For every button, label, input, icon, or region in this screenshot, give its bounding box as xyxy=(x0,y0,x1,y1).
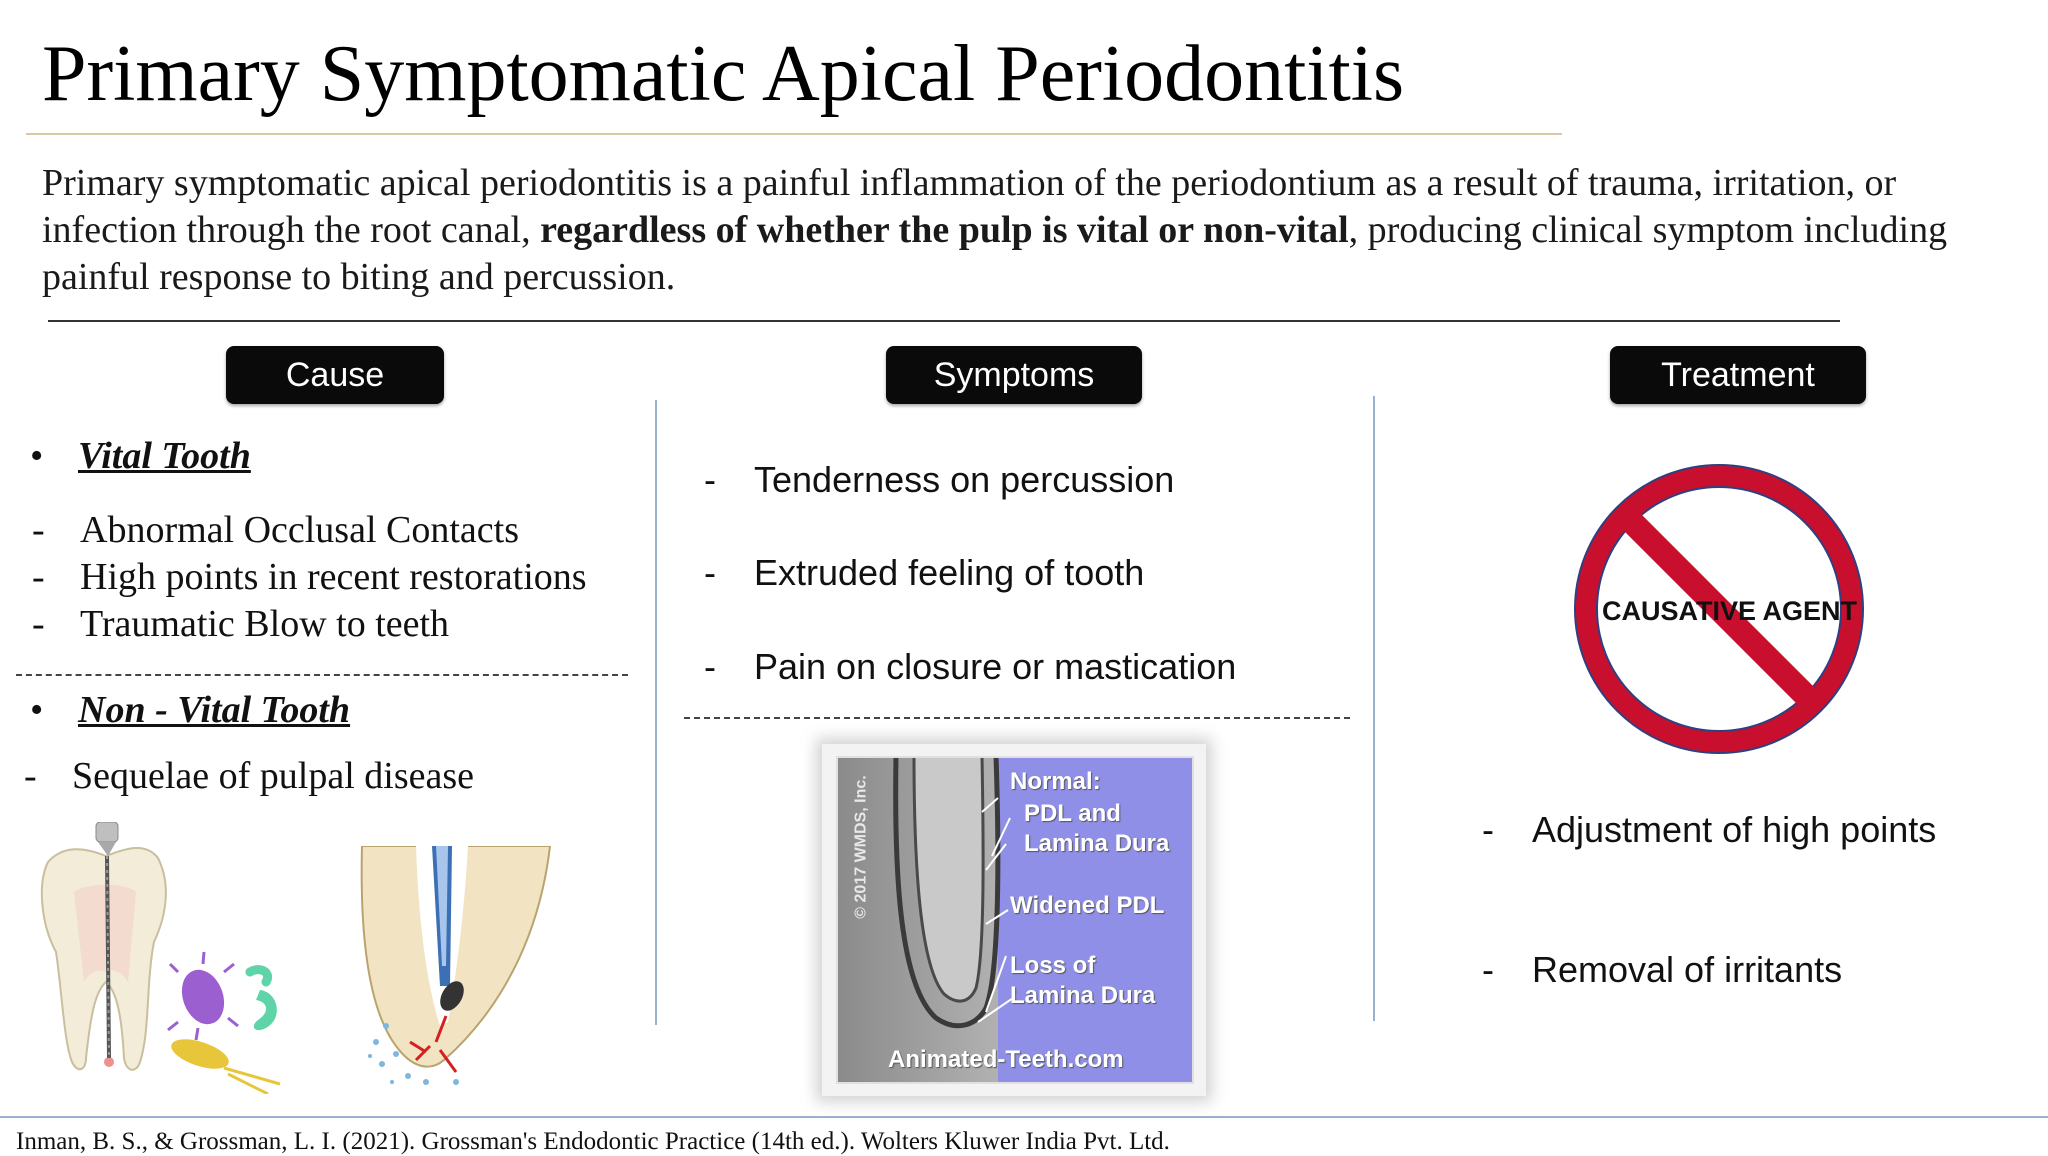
treatment-item xyxy=(1482,808,1936,852)
root-apex-illustration xyxy=(356,846,556,1090)
symptom-item xyxy=(704,458,1174,502)
dash-mark: - xyxy=(704,646,716,687)
cause-item-text: Traumatic Blow to teeth xyxy=(80,603,450,645)
column-divider-left xyxy=(655,400,657,1025)
intro-paragraph xyxy=(42,160,1972,301)
xray-image xyxy=(836,756,1194,1084)
dash-mark: - xyxy=(1482,809,1494,850)
vital-tooth-label: Vital Tooth xyxy=(78,435,251,477)
column-divider-right xyxy=(1373,396,1375,1021)
symptom-item-text: Pain on closure or mastication xyxy=(754,646,1237,687)
dash-mark: - xyxy=(32,509,45,551)
xray-label-widened: Widened PDL xyxy=(1010,892,1165,919)
symptom-item-text: Extruded feeling of tooth xyxy=(754,552,1145,593)
title-divider xyxy=(26,133,1562,135)
bullet-mark: • xyxy=(30,689,44,731)
bullet-mark: • xyxy=(30,435,44,477)
cause-item xyxy=(32,601,449,647)
dash-mark: - xyxy=(24,755,37,797)
xray-label-loss: Loss of xyxy=(1010,952,1096,979)
xray-label-loss-lamina: Lamina Dura xyxy=(1010,982,1156,1009)
xray-watermark: Animated-Teeth.com xyxy=(888,1046,1124,1073)
cause-item xyxy=(24,753,474,799)
intro-divider xyxy=(48,320,1840,322)
intro-text-bold: regardless of whether the pulp is vital or non-vital xyxy=(540,209,1349,251)
dash-mark: - xyxy=(1482,949,1494,990)
page-title: Primary Symptomatic Apical Periodontitis xyxy=(42,30,1405,118)
cause-item-text: Abnormal Occlusal Contacts xyxy=(80,509,520,551)
vital-tooth-heading xyxy=(30,433,251,479)
dash-mark: - xyxy=(704,459,716,500)
causative-agent-label: CAUSATIVE AGENT xyxy=(1602,596,1858,626)
cause-item-text: High points in recent restorations xyxy=(80,556,587,598)
cause-item xyxy=(32,554,587,600)
treatment-item xyxy=(1482,948,1842,992)
xray-label-normal: Normal: xyxy=(1010,768,1101,795)
xray-label-pdl: PDL and xyxy=(1024,800,1121,827)
citation: Inman, B. S., & Grossman, L. I. (2021). Grossman's Endodontic Practice (14th ed.). Wolters Kluwer India Pvt. Ltd. xyxy=(16,1128,1170,1155)
symptom-item-text: Tenderness on percussion xyxy=(754,459,1175,500)
cause-item-text: Sequelae of pulpal disease xyxy=(72,755,475,797)
intro-text-start: Primary symptomatic apical periodontitis is a painful inflammation of the periodontium as a result of trauma, irritation, or infection through the root canal, xyxy=(42,162,1897,251)
intro-text-end: , producing clinical symptom including painful response to biting and percussion. xyxy=(42,209,1948,298)
xray-label-lamina: Lamina Dura xyxy=(1024,830,1170,857)
footer-divider xyxy=(0,1116,2048,1118)
nonvital-tooth-heading xyxy=(30,687,350,733)
symptom-item xyxy=(704,551,1144,595)
treatment-item-text: Adjustment of high points xyxy=(1532,809,1937,850)
nonvital-tooth-label: Non - Vital Tooth xyxy=(78,689,351,731)
symptoms-dashed-divider xyxy=(684,717,1350,719)
treatment-header: Treatment xyxy=(1610,346,1866,404)
cause-dashed-divider xyxy=(16,674,628,676)
treatment-item-text: Removal of irritants xyxy=(1532,949,1843,990)
dash-mark: - xyxy=(704,552,716,593)
cause-header: Cause xyxy=(226,346,444,404)
symptoms-header: Symptoms xyxy=(886,346,1142,404)
xray-copyright: © 2017 WMDS, Inc. xyxy=(852,775,870,919)
tooth-bacteria-illustration xyxy=(28,822,298,1094)
cause-item xyxy=(32,507,519,553)
symptom-item xyxy=(704,645,1236,689)
dash-mark: - xyxy=(32,603,45,645)
dash-mark: - xyxy=(32,556,45,598)
